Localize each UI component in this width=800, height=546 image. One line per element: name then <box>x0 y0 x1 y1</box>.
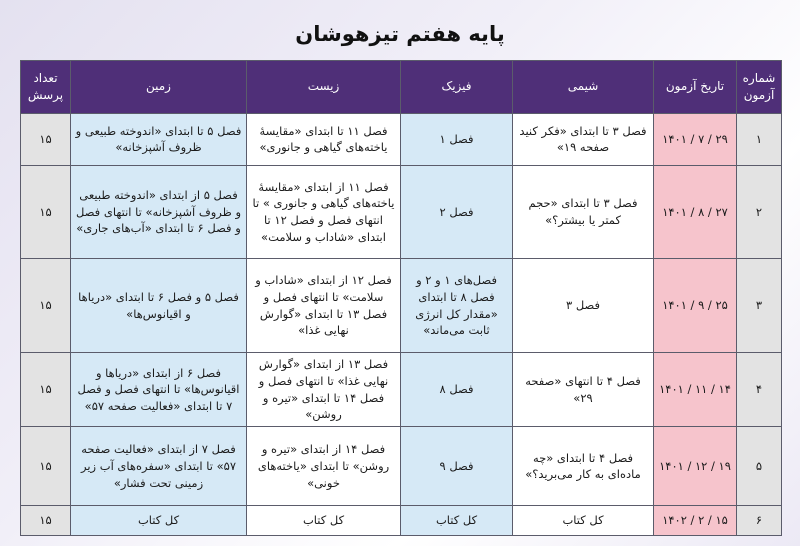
earth-cell: فصل ۶ از ابتدای «دریاها و اقیانوس‌ها» تا انتهای فصل و فصل ۷ تا ابتدای «فعالیت صفحه ۵۷» <box>71 352 247 426</box>
exam-number-cell: ۴ <box>737 352 782 426</box>
exam-number-cell: ۵ <box>737 427 782 506</box>
exam-number-cell: ۱ <box>737 114 782 166</box>
question-count-cell: ۱۵ <box>21 259 71 353</box>
physics-cell: فصل ۹ <box>401 427 513 506</box>
chemistry-cell: کل کتاب <box>513 506 654 536</box>
chemistry-cell: فصل ۳ تا ابتدای «فکر کنید صفحه ۱۹» <box>513 114 654 166</box>
earth-cell: کل کتاب <box>71 506 247 536</box>
physics-cell: فصل ۱ <box>401 114 513 166</box>
chemistry-cell: فصل ۳ تا ابتدای «حجم کمتر یا بیشتر؟» <box>513 165 654 259</box>
exam-date-cell: ۱۴۰۱ / ۱۲ / ۱۹ <box>654 427 737 506</box>
question-count-cell: ۱۵ <box>21 506 71 536</box>
header-chemistry: شیمی <box>513 61 654 114</box>
biology-cell: فصل ۱۱ از ابتدای «مقایسهٔ یاخته‌های گیاهی و جانوری » تا انتهای فصل و فصل ۱۲ تا ابتدای «شاداب و سلامت» <box>247 165 401 259</box>
chemistry-cell: فصل ۳ <box>513 259 654 353</box>
earth-cell: فصل ۷ از ابتدای «فعالیت صفحه ۵۷» تا ابتدای «سفره‌های آب زیر زمینی تحت فشار» <box>71 427 247 506</box>
chemistry-cell: فصل ۴ تا انتهای «صفحه ۲۹» <box>513 352 654 426</box>
exam-date-cell: ۱۴۰۱ / ۹ / ۲۵ <box>654 259 737 353</box>
biology-cell: کل کتاب <box>247 506 401 536</box>
table-row <box>21 165 782 259</box>
header-exam-number: شماره آزمون <box>737 61 782 114</box>
biology-cell: فصل ۱۱ تا ابتدای «مقایسهٔ یاخته‌های گیاهی و جانوری» <box>247 114 401 166</box>
header-earth: زمین <box>71 61 247 114</box>
header-question-count: تعداد پرسش <box>21 61 71 114</box>
header-row <box>21 61 782 114</box>
exam-schedule-table <box>20 60 782 536</box>
question-count-cell: ۱۵ <box>21 427 71 506</box>
earth-cell: فصل ۵ از ابتدای «اندوخته طبیعی و ظروف آشپزخانه» تا انتهای فصل و فصل ۶ تا ابتدای «آب‌های جاری» <box>71 165 247 259</box>
earth-cell: فصل ۵ و فصل ۶ تا ابتدای «دریاها و اقیانوس‌ها» <box>71 259 247 353</box>
biology-cell: فصل ۱۲ از ابتدای «شاداب و سلامت» تا انتهای فصل و فصل ۱۳ تا ابتدای «گوارش نهایی غذا» <box>247 259 401 353</box>
biology-cell: فصل ۱۳ از ابتدای «گوارش نهایی غذا» تا انتهای فصل و فصل ۱۴ تا ابتدای «تیره و روشن» <box>247 352 401 426</box>
physics-cell: فصل ۲ <box>401 165 513 259</box>
earth-cell: فصل ۵ تا ابتدای «اندوخته طبیعی و ظروف آشپزخانه» <box>71 114 247 166</box>
physics-cell: فصل ۸ <box>401 352 513 426</box>
exam-number-cell: ۶ <box>737 506 782 536</box>
header-physics: فیزیک <box>401 61 513 114</box>
chemistry-cell: فصل ۴ تا ابتدای «چه ماده‌ای به کار می‌برید؟» <box>513 427 654 506</box>
physics-cell: کل کتاب <box>401 506 513 536</box>
question-count-cell: ۱۵ <box>21 114 71 166</box>
exam-date-cell: ۱۴۰۲ / ۲ / ۱۵ <box>654 506 737 536</box>
exam-date-cell: ۱۴۰۱ / ۷ / ۲۹ <box>654 114 737 166</box>
exam-date-cell: ۱۴۰۱ / ۱۱ / ۱۴ <box>654 352 737 426</box>
page-title: پایه هفتم تیزهوشان <box>295 22 505 46</box>
question-count-cell: ۱۵ <box>21 352 71 426</box>
header-biology: زیست <box>247 61 401 114</box>
table-row <box>21 259 782 353</box>
exam-date-cell: ۱۴۰۱ / ۸ / ۲۷ <box>654 165 737 259</box>
table-row <box>21 427 782 506</box>
table-row <box>21 352 782 426</box>
physics-cell: فصل‌های ۱ و ۲ و فصل ۸ تا ابتدای «مقدار کل انرژی ثابت می‌ماند» <box>401 259 513 353</box>
header-exam-date: تاریخ آزمون <box>654 61 737 114</box>
biology-cell: فصل ۱۴ از ابتدای «تیره و روشن» تا ابتدای «یاخته‌های خونی» <box>247 427 401 506</box>
exam-number-cell: ۲ <box>737 165 782 259</box>
table-row <box>21 506 782 536</box>
table-row <box>21 114 782 166</box>
question-count-cell: ۱۵ <box>21 165 71 259</box>
exam-number-cell: ۳ <box>737 259 782 353</box>
